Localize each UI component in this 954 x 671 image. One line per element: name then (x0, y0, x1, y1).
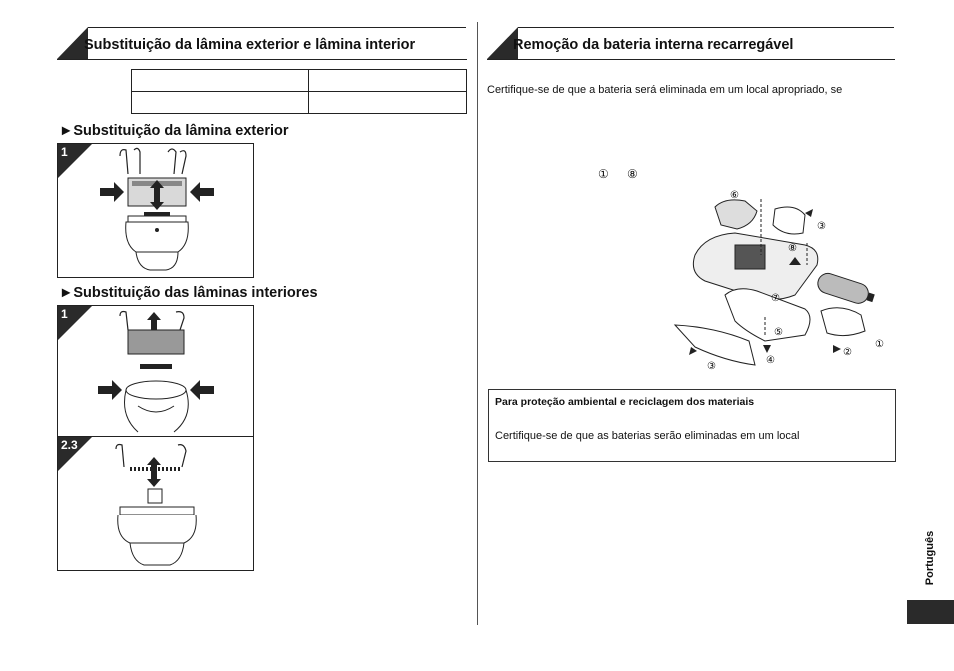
parts-table (131, 69, 467, 114)
table-cell (309, 92, 467, 114)
section-bottom-rule (487, 59, 895, 60)
callout-6: ⑥ (730, 190, 739, 201)
inner-blades-heading: ►Substituição das lâminas interiores (59, 285, 318, 301)
step-range-end: ⑧ (627, 167, 638, 181)
intro-paragraph: Certifique-se de que a bateria será eliminada em um local apropriado, se (487, 84, 843, 96)
step-range-start: ① (598, 167, 609, 181)
table-cell (132, 70, 309, 92)
step-number: 1 (61, 145, 68, 159)
recycling-notice-box (488, 389, 896, 462)
column-divider (477, 22, 478, 625)
outer-blade-step1-figure (57, 143, 254, 278)
callout-2: ② (843, 347, 852, 358)
callout-8: ⑧ (788, 243, 797, 254)
table-row (132, 92, 467, 114)
step-number: 2.3 (61, 438, 78, 452)
step-number: 1 (61, 307, 68, 321)
notice-title: Para proteção ambiental e reciclagem dos materiais (495, 396, 755, 408)
section-top-rule (88, 27, 466, 28)
section-bottom-rule (57, 59, 467, 60)
table-cell (132, 92, 309, 114)
callout-3-bottom: ③ (707, 361, 716, 372)
callout-4: ④ (766, 355, 775, 366)
callout-1: ① (875, 339, 884, 350)
language-tab-marker (907, 600, 954, 624)
battery-removal-diagram (645, 185, 895, 375)
language-label: Português (924, 530, 936, 586)
section-top-rule (518, 27, 894, 28)
table-cell (309, 70, 467, 92)
notice-body: Certifique-se de que as baterias serão eliminadas em um local (495, 430, 800, 442)
section-title: Substituição da lâmina exterior e lâmina interior (84, 37, 416, 53)
callout-3-top: ③ (817, 221, 826, 232)
table-row (132, 70, 467, 92)
callout-7: ⑦ (771, 293, 780, 304)
callout-5: ⑤ (774, 327, 783, 338)
inner-blades-step1-figure (57, 305, 254, 438)
section-title: Remoção da bateria interna recarregável (513, 37, 794, 53)
outer-blade-heading: ►Substituição da lâmina exterior (59, 123, 289, 139)
inner-blades-step23-figure (57, 436, 254, 571)
